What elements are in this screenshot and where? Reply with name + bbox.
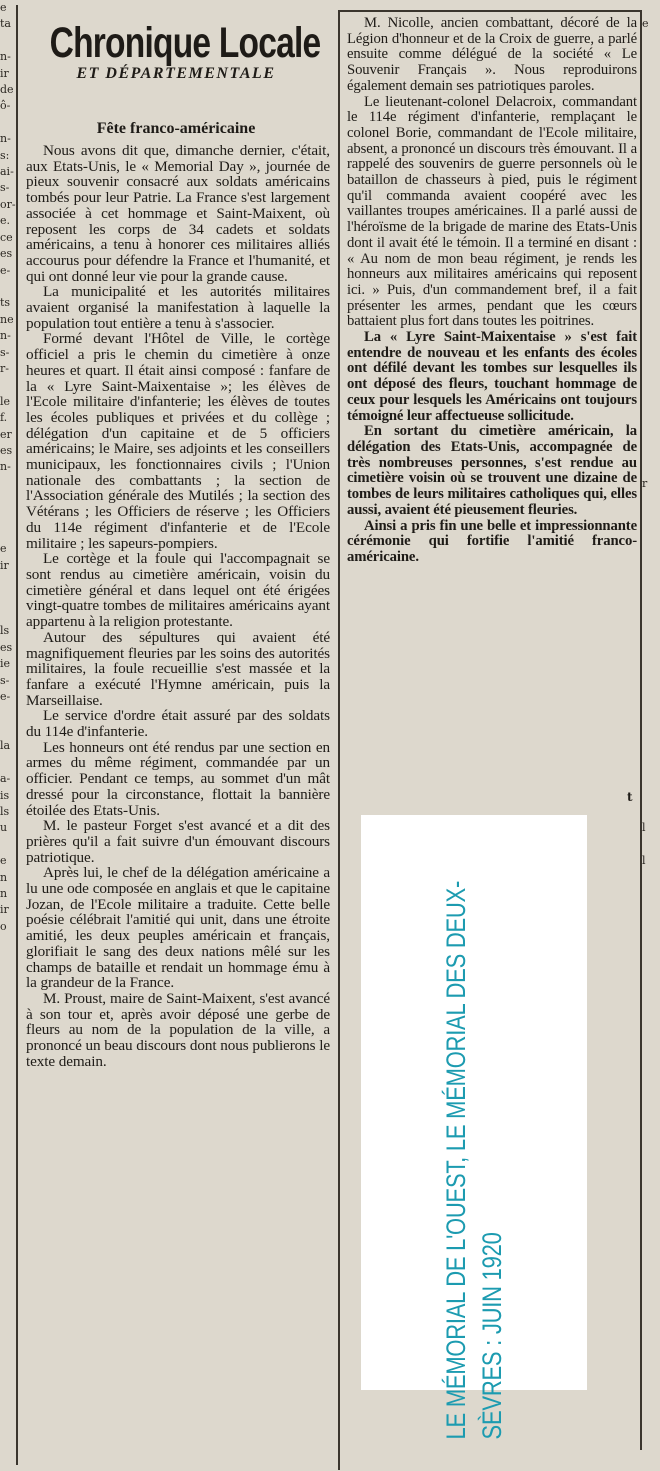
edge-fragment bbox=[0, 722, 13, 738]
article-paragraph: Le lieutenant-colonel Delacroix, commandant le 114e régiment d'infanterie, remplaçant le colonel Borie, commandant de l'Ecole militaire, absent, a prononcé un discours très émouvant. Il a rappelé des souvenirs de guerre personnels où le bataillon de chasseurs à pied, puis le régiment qu'il commanda avaient coopéré avec les vaillantes troupes américaines. Il a parlé aussi de l'héroïsme de la brigade de marine des Etats-Unis dont il avait été le témoin. Il a terminé en disant : « Au nom de mon beau régiment, je rends les honneurs aux militaires américains qui reposent ici. » Puis, d'un commandement bref, il a fait présenter les armes, pendant que les cœurs battaient plus fort dans toutes les poitrines. bbox=[347, 93, 637, 330]
section-masthead bbox=[14, 18, 338, 83]
edge-fragment bbox=[642, 607, 660, 623]
article-paragraph: M. le pasteur Forget s'est avancé et a dit des prières qu'il a fait suivre d'un émouvant discours patriotique. bbox=[26, 817, 330, 866]
edge-fragment: ir bbox=[0, 66, 9, 80]
edge-fragment bbox=[0, 935, 13, 951]
edge-fragment bbox=[642, 771, 660, 787]
edge-fragment bbox=[0, 115, 13, 131]
edge-fragment bbox=[0, 492, 13, 508]
edge-fragment bbox=[0, 837, 13, 853]
edge-fragment bbox=[642, 1001, 660, 1017]
edge-fragment bbox=[0, 574, 13, 590]
left-column-rule bbox=[16, 5, 18, 1465]
stamp-line-2: SÈVRES : JUIN 1920 bbox=[477, 1232, 507, 1440]
edge-fragment bbox=[642, 984, 660, 1000]
edge-fragment: a- bbox=[0, 772, 11, 786]
edge-fragment bbox=[642, 1066, 660, 1082]
edge-fragment bbox=[642, 377, 660, 393]
stamp-line-1: LE MÉMORIAL DE L'OUEST, LE MÉMORIAL DES DEUX- bbox=[441, 880, 471, 1440]
right-edge-fragments bbox=[642, 0, 660, 1083]
edge-fragment bbox=[642, 640, 660, 656]
edge-fragment bbox=[642, 574, 660, 590]
edge-fragment bbox=[642, 541, 660, 557]
edge-fragment bbox=[642, 164, 660, 180]
edge-fragment bbox=[642, 131, 660, 147]
edge-fragment: e. bbox=[0, 214, 11, 228]
edge-fragment bbox=[642, 410, 660, 426]
edge-fragment: l bbox=[642, 854, 646, 868]
edge-fragment bbox=[642, 788, 660, 804]
edge-fragment: s- bbox=[0, 345, 10, 359]
edge-fragment: es bbox=[0, 640, 13, 654]
edge-fragment: er bbox=[0, 427, 12, 441]
article-paragraph: Les honneurs ont été rendus par une section en armes du même régiment, commandée par un officier. Pendant ce temps, au sommet d'un mât dressé pour la circonstance, flottait la bannière étoilée des Etats-Unis. bbox=[26, 738, 330, 819]
edge-fragment bbox=[642, 968, 660, 984]
archive-stamp-text bbox=[438, 767, 510, 1440]
article-paragraph: La municipalité et les autorités militaires avaient organisé la manifestation à laquelle la population tout entière a tenu à s'associer. bbox=[26, 283, 330, 332]
edge-fragment bbox=[0, 984, 13, 1000]
edge-fragment bbox=[0, 591, 13, 607]
edge-fragment: e- bbox=[0, 690, 11, 704]
archive-stamp bbox=[361, 815, 587, 1440]
edge-fragment bbox=[0, 509, 13, 525]
edge-fragment bbox=[642, 361, 660, 377]
edge-fragment: ir bbox=[0, 903, 9, 917]
edge-fragment: or- bbox=[0, 197, 16, 211]
edge-fragment bbox=[642, 394, 660, 410]
edge-fragment: le bbox=[0, 394, 11, 408]
edge-fragment bbox=[642, 443, 660, 459]
edge-fragment bbox=[0, 968, 13, 984]
top-right-rule bbox=[338, 10, 640, 12]
left-edge-fragments bbox=[0, 0, 16, 1001]
edge-fragment: o bbox=[0, 919, 7, 933]
edge-fragment bbox=[642, 886, 660, 902]
article-paragraph: Ainsi a pris fin une belle et impressionnante cérémonie qui fortifie l'amitié franco-américaine. bbox=[347, 517, 637, 565]
edge-fragment: u bbox=[0, 821, 8, 835]
edge-fragment: ls bbox=[0, 804, 10, 818]
edge-fragment: e bbox=[642, 17, 649, 31]
edge-fragment bbox=[642, 1050, 660, 1066]
edge-fragment: r- bbox=[0, 361, 9, 375]
edge-fragment bbox=[642, 295, 660, 311]
edge-fragment bbox=[642, 459, 660, 475]
edge-fragment: s- bbox=[0, 673, 10, 687]
edge-fragment bbox=[642, 263, 660, 279]
edge-fragment: n bbox=[0, 870, 8, 884]
edge-fragment: ai- bbox=[0, 165, 14, 179]
edge-fragment: l bbox=[642, 821, 646, 835]
edge-fragment bbox=[642, 558, 660, 574]
edge-fragment bbox=[642, 345, 660, 361]
article-paragraph: Le cortège et la foule qui l'accompagnait se sont rendus au cimetière américain, voisin du cimetière général et dans lequel ont été érigées vingt-quatre tombes de militaires américains ayant appartenu à la religion protestante. bbox=[26, 550, 330, 631]
edge-fragment: n- bbox=[0, 329, 11, 343]
center-column-rule bbox=[338, 10, 340, 1470]
edge-fragment bbox=[642, 870, 660, 886]
article-right-column bbox=[347, 16, 637, 566]
edge-fragment: ie bbox=[0, 657, 11, 671]
edge-fragment bbox=[642, 623, 660, 639]
article-paragraph: Nous avons dit que, dimanche dernier, c'était, aux Etats-Unis, le « Memorial Day », journée de pieux souvenir consacré aux soldats américains tombés pour leur Patrie. La France s'est largement associée à cet hommage et Saint-Maixent, où reposent les corps de 34 cadets et soldats américains, a tenu à honorer ces militaires alliés accourus pour défendre la France et l'humanité, et qui ont donné leur vie pour la grande cause. bbox=[26, 142, 330, 285]
edge-fragment: r bbox=[642, 476, 648, 490]
edge-fragment: ls bbox=[0, 624, 10, 638]
edge-fragment: e- bbox=[0, 263, 11, 277]
edge-fragment: e bbox=[0, 854, 7, 868]
edge-fragment: s- bbox=[0, 181, 10, 195]
edge-fragment: de bbox=[0, 83, 14, 97]
edge-fragment bbox=[642, 591, 660, 607]
edge-fragment bbox=[642, 952, 660, 968]
edge-fragment bbox=[642, 427, 660, 443]
edge-fragment: ô- bbox=[0, 99, 11, 113]
edge-fragment bbox=[0, 377, 13, 393]
edge-fragment: ta bbox=[0, 17, 11, 31]
edge-fragment: ne bbox=[0, 312, 14, 326]
edge-fragment bbox=[642, 98, 660, 114]
edge-fragment: ce bbox=[0, 230, 13, 244]
right-column-rule bbox=[640, 10, 642, 1450]
edge-fragment bbox=[642, 935, 660, 951]
edge-fragment bbox=[0, 525, 13, 541]
edge-fragment bbox=[0, 476, 13, 492]
edge-fragment bbox=[642, 919, 660, 935]
article-left-column bbox=[26, 143, 330, 1069]
edge-fragment bbox=[642, 902, 660, 918]
edge-fragment bbox=[642, 197, 660, 213]
edge-fragment: es bbox=[0, 443, 13, 457]
edge-fragment bbox=[642, 689, 660, 705]
edge-fragment bbox=[642, 492, 660, 508]
margin-mark: t bbox=[627, 790, 633, 804]
edge-fragment: s: bbox=[0, 148, 10, 162]
edge-fragment bbox=[642, 837, 660, 853]
edge-fragment: es bbox=[0, 247, 13, 261]
article-paragraph: M. Nicolle, ancien combattant, décoré de la Légion d'honneur et de la Croix de guerre, a parlé ensuite comme délégué de la société « Le Souvenir Français ». Nous reproduirons également demain ses patriotiques paroles. bbox=[347, 15, 637, 94]
article-paragraph: En sortant du cimetière américain, la délégation des Etats-Unis, accompagnée de très nombreuses personnes, s'est rendue au cimetière voisin où se trouvent une dizaine de tombes de leurs militaires catholiques qui, elles aussi, avaient été pieusement fleuries. bbox=[347, 423, 637, 518]
edge-fragment bbox=[0, 755, 13, 771]
edge-fragment bbox=[0, 279, 13, 295]
edge-fragment bbox=[642, 738, 660, 754]
masthead-subtitle: ET DÉPARTEMENTALE bbox=[76, 65, 276, 82]
edge-fragment bbox=[642, 115, 660, 131]
edge-fragment bbox=[0, 33, 13, 49]
edge-fragment bbox=[0, 705, 13, 721]
edge-fragment bbox=[642, 312, 660, 328]
edge-fragment bbox=[642, 279, 660, 295]
edge-fragment bbox=[642, 673, 660, 689]
article-paragraph: Après lui, le chef de la délégation américaine a lu une ode composée en anglais et que le capitaine Jozan, de l'Ecole militaire a traduite. Cette belle poésie célébrait l'amitié qui unit, dans une étroite amitié, les deux peuples américain et français, glorifiait le sang des deux nations mêlé sur les champs de bataille et rendait un hommage ému à la grandeur de la France. bbox=[26, 864, 330, 992]
edge-fragment bbox=[642, 804, 660, 820]
edge-fragment bbox=[642, 49, 660, 65]
edge-fragment: la bbox=[0, 739, 11, 753]
article-title: Fête franco-américaine bbox=[96, 120, 256, 137]
edge-fragment bbox=[642, 148, 660, 164]
edge-fragment bbox=[642, 230, 660, 246]
edge-fragment: is bbox=[0, 788, 10, 802]
edge-fragment bbox=[642, 66, 660, 82]
edge-fragment: n- bbox=[0, 50, 11, 64]
article-paragraph: Autour des sépultures qui avaient été magnifiquement fleuries par les soins des autorités militaires, la foule recueillie s'est massée et la fanfare a exécuté l'Hymne américain, puis la Marseillaise. bbox=[26, 628, 330, 709]
edge-fragment bbox=[642, 656, 660, 672]
edge-fragment bbox=[642, 509, 660, 525]
edge-fragment bbox=[0, 607, 13, 623]
edge-fragment bbox=[642, 755, 660, 771]
edge-fragment: f. bbox=[0, 411, 8, 425]
masthead-title: Chronique Locale bbox=[49, 19, 321, 67]
edge-fragment bbox=[642, 525, 660, 541]
edge-fragment: ts bbox=[0, 296, 11, 310]
edge-fragment bbox=[642, 1034, 660, 1050]
edge-fragment bbox=[642, 0, 660, 16]
article-paragraph: Formé devant l'Hôtel de Ville, le cortège officiel a pris le chemin du cimetière à onze heures et quart. Il était ainsi composé : fanfare de la « Lyre Saint-Maixentaise »; les élèves de l'Ecole militaire d'infanterie; les élèves de toutes les écoles publiques et privées et du collège ; délégation d'un capitaine et de 5 officiers américains; le Maire, ses adjoints et les conseillers municipaux, les fonctionnaires civils ; l'Union nationale des combattants ; la section de l'Association générale des Mutilés ; la section des Vétérans ; les Officiers de réserve ; les Officiers du 114e régiment d'infanterie et de l'Ecole militaire ; les sapeurs-pompiers. bbox=[26, 330, 330, 552]
edge-fragment bbox=[642, 246, 660, 262]
edge-fragment bbox=[642, 180, 660, 196]
edge-fragment bbox=[642, 328, 660, 344]
edge-fragment: ir bbox=[0, 558, 9, 572]
edge-fragment bbox=[642, 1017, 660, 1033]
edge-fragment bbox=[642, 705, 660, 721]
edge-fragment bbox=[0, 952, 13, 968]
edge-fragment: n bbox=[0, 886, 8, 900]
edge-fragment bbox=[642, 33, 660, 49]
edge-fragment: e bbox=[0, 542, 7, 556]
article-paragraph: La « Lyre Saint-Maixentaise » s'est fait entendre de nouveau et les enfants des écoles ont défilé devant les tombes sur lesquelles ils ont déposé des fleurs, touchant hommage de ceux pour lesquels les Américains ont toujours témoigné leur affectueuse sollicitude. bbox=[347, 329, 637, 424]
edge-fragment: n- bbox=[0, 132, 11, 146]
edge-fragment: n- bbox=[0, 460, 11, 474]
edge-fragment bbox=[642, 722, 660, 738]
edge-fragment bbox=[642, 82, 660, 98]
edge-fragment bbox=[642, 213, 660, 229]
edge-fragment: e bbox=[0, 1, 7, 14]
article-paragraph: Le service d'ordre était assuré par des soldats du 114e d'infanterie. bbox=[26, 707, 330, 741]
article-paragraph: M. Proust, maire de Saint-Maixent, s'est avancé à son tour et, après avoir déposé une gerbe de fleurs au nom de la population de la ville, a prononcé un beau discours dont nous publierons le texte demain. bbox=[26, 989, 330, 1070]
